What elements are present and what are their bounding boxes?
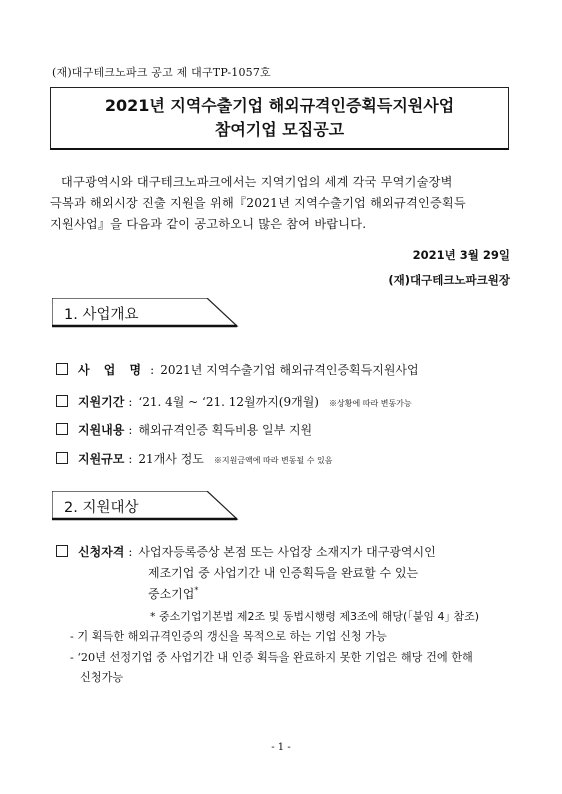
colon: : xyxy=(128,395,133,409)
checkbox-square-icon xyxy=(56,363,68,375)
section-2-label: 2. 지원대상 xyxy=(64,500,139,516)
intro-line-1: 대구광역시와 대구테크노파크에서는 지역기업의 세계 각국 무역기술장벽 xyxy=(61,175,453,189)
eligibility-bullet-2-cont: 신청가능 xyxy=(80,671,124,684)
page-number: - 1 - xyxy=(271,742,291,753)
intro-line-2: 극복과 해외시장 진출 지원을 위해『2021년 지역수출기업 해외규격인증획득 xyxy=(50,196,466,210)
footnote-marker: * xyxy=(194,586,199,595)
item-label: 지원규모 xyxy=(78,452,125,466)
title-line-1: 2021년 지역수출기업 해외규격인증획득지원사업 xyxy=(104,96,455,115)
eligibility-line-2: 제조기업 중 사업기간 내 인증획득을 완료할 수 있는 xyxy=(148,566,419,580)
overview-item-content xyxy=(56,421,312,438)
item-value: 해외규격인증 획득비용 일부 지원 xyxy=(138,423,313,437)
colon: : xyxy=(128,452,133,466)
eligibility-item xyxy=(56,543,436,560)
section-1-label: 1. 사업개요 xyxy=(64,307,139,323)
intro-paragraph xyxy=(50,172,520,235)
title-line-2: 참여기업 모집공고 xyxy=(214,120,345,139)
item-label: 지원내용 xyxy=(78,423,125,437)
section-1-heading xyxy=(52,298,242,328)
item-note: ※지원금액에 따라 변동될 수 있음 xyxy=(213,456,333,465)
item-value: ‘21. 4월 ~ ‘21. 12월까지(9개월) xyxy=(138,395,319,409)
checkbox-square-icon xyxy=(56,395,68,407)
eligibility-footnote: * 중소기업기본법 제2조 및 동법시행령 제3조에 해당(｢붙임 4｣ 참조) xyxy=(150,610,480,623)
intro-line-3: 지원사업』을 다음과 같이 공고하오니 많은 참여 바랍니다. xyxy=(50,217,367,231)
item-label: 지원기간 xyxy=(78,395,125,409)
overview-item-scale xyxy=(56,450,333,467)
overview-item-name xyxy=(56,361,419,378)
item-value: 21개사 정도 xyxy=(138,452,204,466)
eligibility-line-1: 사업자등록증상 본점 또는 사업장 소재지가 대구광역시인 xyxy=(138,545,436,559)
eligibility-line-3: 중소기업 xyxy=(148,587,195,601)
item-note: ※상황에 따라 변동가능 xyxy=(329,399,412,408)
section-2-heading xyxy=(52,491,242,521)
checkbox-square-icon xyxy=(56,545,68,557)
issuer-name: (재)대구테크노파크원장 xyxy=(388,273,510,287)
item-value: 2021년 지역수출기업 해외규격인증획득지원사업 xyxy=(160,363,419,377)
overview-item-period xyxy=(56,393,412,410)
eligibility-line-3-wrap xyxy=(148,585,198,602)
colon: : xyxy=(128,423,133,437)
announcement-date: 2021년 3월 29일 xyxy=(412,248,510,262)
checkbox-square-icon xyxy=(56,423,68,435)
notice-number: (재)대구테크노파크 공고 제 대구TP-1057호 xyxy=(52,66,271,79)
eligibility-bullet-2: - ‘20년 선정기업 중 사업기간 내 인증 획득을 완료하지 못한 기업은 해당 건에 한해 xyxy=(70,651,473,664)
item-label: 사 업 명 xyxy=(78,363,147,377)
title-box xyxy=(50,87,509,150)
eligibility-bullet-1: - 기 획득한 해외규격인증의 갱신을 목적으로 하는 기업 신청 가능 xyxy=(70,630,387,643)
colon: : xyxy=(128,545,133,559)
colon: : xyxy=(150,363,155,377)
checkbox-square-icon xyxy=(56,452,68,464)
item-label: 신청자격 xyxy=(78,545,125,559)
